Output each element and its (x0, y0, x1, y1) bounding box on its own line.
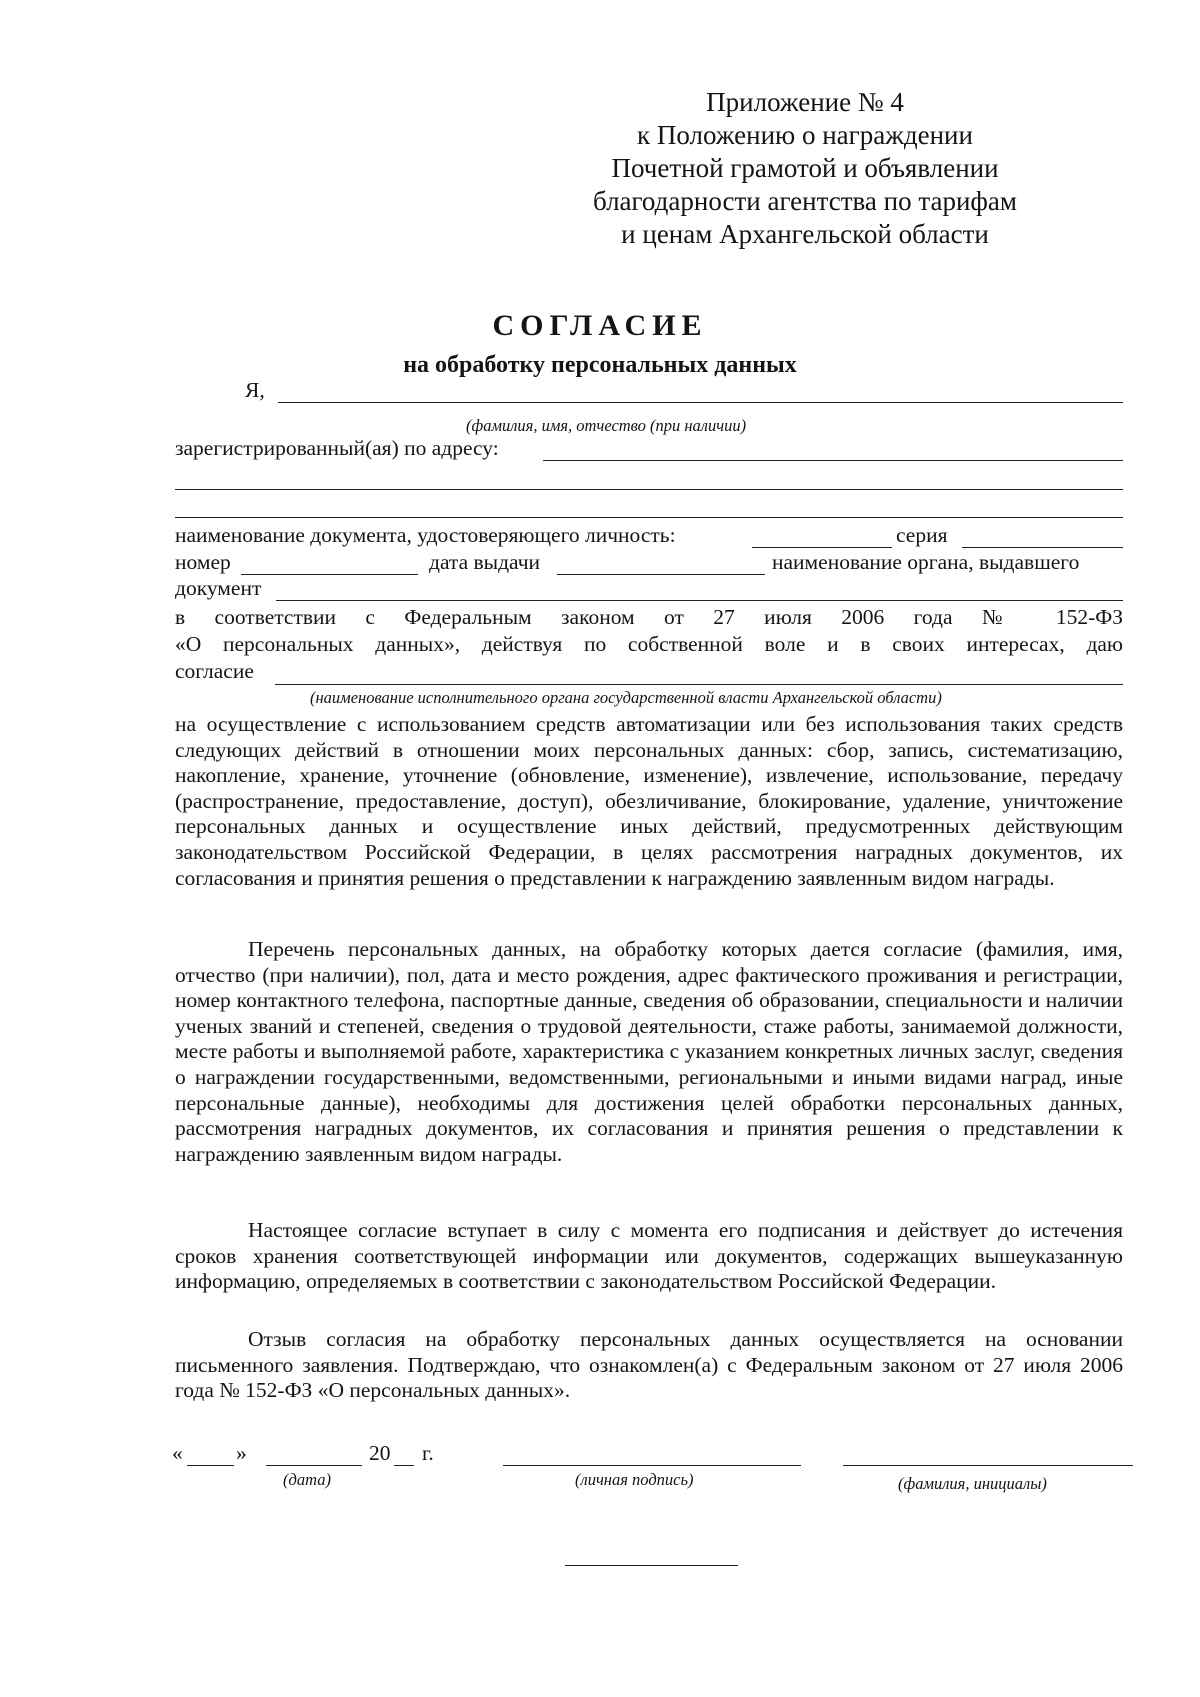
address-field-line-2[interactable] (175, 489, 1123, 490)
date-month-field[interactable] (266, 1465, 362, 1466)
date-year-field[interactable] (394, 1465, 414, 1466)
appendix-line: Почетной грамотой и объявлении (611, 153, 999, 183)
organ-caption: (наименование исполнительного органа государственной власти Архангельской области) (310, 688, 942, 707)
document-label: документ (175, 576, 262, 600)
full-name-field[interactable] (843, 1465, 1133, 1466)
issuer-label: наименование органа, выдавшего (772, 550, 1080, 574)
date-close-quote: » (236, 1441, 247, 1465)
consent-label: согласие (175, 659, 254, 683)
full-name-caption: (фамилия, инициалы) (898, 1474, 1047, 1493)
address-field-line-3[interactable] (175, 517, 1123, 518)
paragraph-validity: Настоящее согласие вступает в силу с момента его подписания и действует до истечения сроков хранения соответствующей информации или документов, содержащих вышеуказанную информацию, определяемых в соответствии с законодательством Российской Федерации. (175, 1218, 1123, 1294)
paragraph-revocation: Отзыв согласия на обработку персональных данных осуществляется на основании письменного заявления. Подтверждаю, что ознакомлен(а) с Федеральным законом от 27 июля 2006 года № 152-ФЗ «О персональных данных». (175, 1327, 1123, 1403)
issue-date-label: дата выдачи (429, 550, 541, 574)
address-label: зарегистрированный(ая) по адресу: (175, 436, 499, 460)
organ-field[interactable] (275, 684, 1123, 685)
law-line-1: в соответствии с Федеральным законом от 27 июля 2006 года № 152-ФЗ (175, 605, 1123, 629)
document-title: СОГЛАСИЕ (492, 309, 708, 342)
signature-field[interactable] (503, 1465, 801, 1466)
number-label: номер (175, 550, 231, 574)
series-label: серия (896, 523, 948, 547)
fio-field[interactable] (278, 402, 1123, 403)
document-subtitle: на обработку персональных данных (403, 352, 797, 378)
id-document-field[interactable] (752, 547, 892, 548)
closing-divider (565, 1565, 738, 1566)
date-open-quote: « (172, 1441, 183, 1465)
year-prefix: 20 (369, 1441, 391, 1465)
appendix-line: благодарности агентства по тарифам (593, 186, 1017, 216)
appendix-line: и ценам Архангельской области (621, 219, 989, 249)
signature-caption: (личная подпись) (575, 1470, 694, 1489)
id-document-label: наименование документа, удостоверяющего личность: (175, 523, 676, 547)
paragraph-data-list: Перечень персональных данных, на обработку которых дается согласие (фамилия, имя, отчество (при наличии), пол, дата и место рождения, адрес фактического проживания и регистрации, номер контактного телефона, паспортные данные, сведения об образовании, специальности и наличии ученых званий и степеней, сведения о трудовой деятельности, стаже работы, занимаемой должности, месте работы и выполняемой работе, характеристика с указанием конкретных личных заслуг, сведения о награждении государственными, ведомственными, региональными и иными видами наград, иные персональные данные), необходимы для достижения целей обработки персональных данных, рассмотрения наградных документов, их согласования и принятия решения о представлении к награждению заявленным видом награды. (175, 937, 1123, 1166)
year-suffix: г. (422, 1441, 434, 1465)
address-field[interactable] (543, 460, 1123, 461)
appendix-line: к Положению о награждении (637, 120, 973, 150)
i-label: Я, (245, 378, 265, 402)
appendix-block (570, 86, 1040, 251)
paragraph-actions: на осуществление с использованием средств автоматизации или без использования таких средств следующих действий в отношении моих персональных данных: сбор, запись, систематизацию, накопление, хранение, уточнение (обновление, изменение), извлечение, использование, передачу (распространение, предоставление, доступ), обезличивание, блокирование, удаление, уничтожение персональных данных и осуществление иных действий, предусмотренных действующим законодательством Российской Федерации, в целях рассмотрения наградных документов, их согласования и принятия решения о представлении к награждению заявленным видом награды. (175, 712, 1123, 890)
issuer-field[interactable] (276, 600, 1123, 601)
date-caption: (дата) (283, 1470, 331, 1489)
issue-date-field[interactable] (557, 574, 765, 575)
series-field[interactable] (962, 547, 1123, 548)
date-day-field[interactable] (187, 1465, 234, 1466)
fio-caption: (фамилия, имя, отчество (при наличии) (466, 416, 747, 435)
number-field[interactable] (241, 574, 418, 575)
law-line-2: «О персональных данных», действуя по собственной воле и в своих интересах, даю (175, 632, 1123, 656)
appendix-line: Приложение № 4 (706, 87, 904, 117)
